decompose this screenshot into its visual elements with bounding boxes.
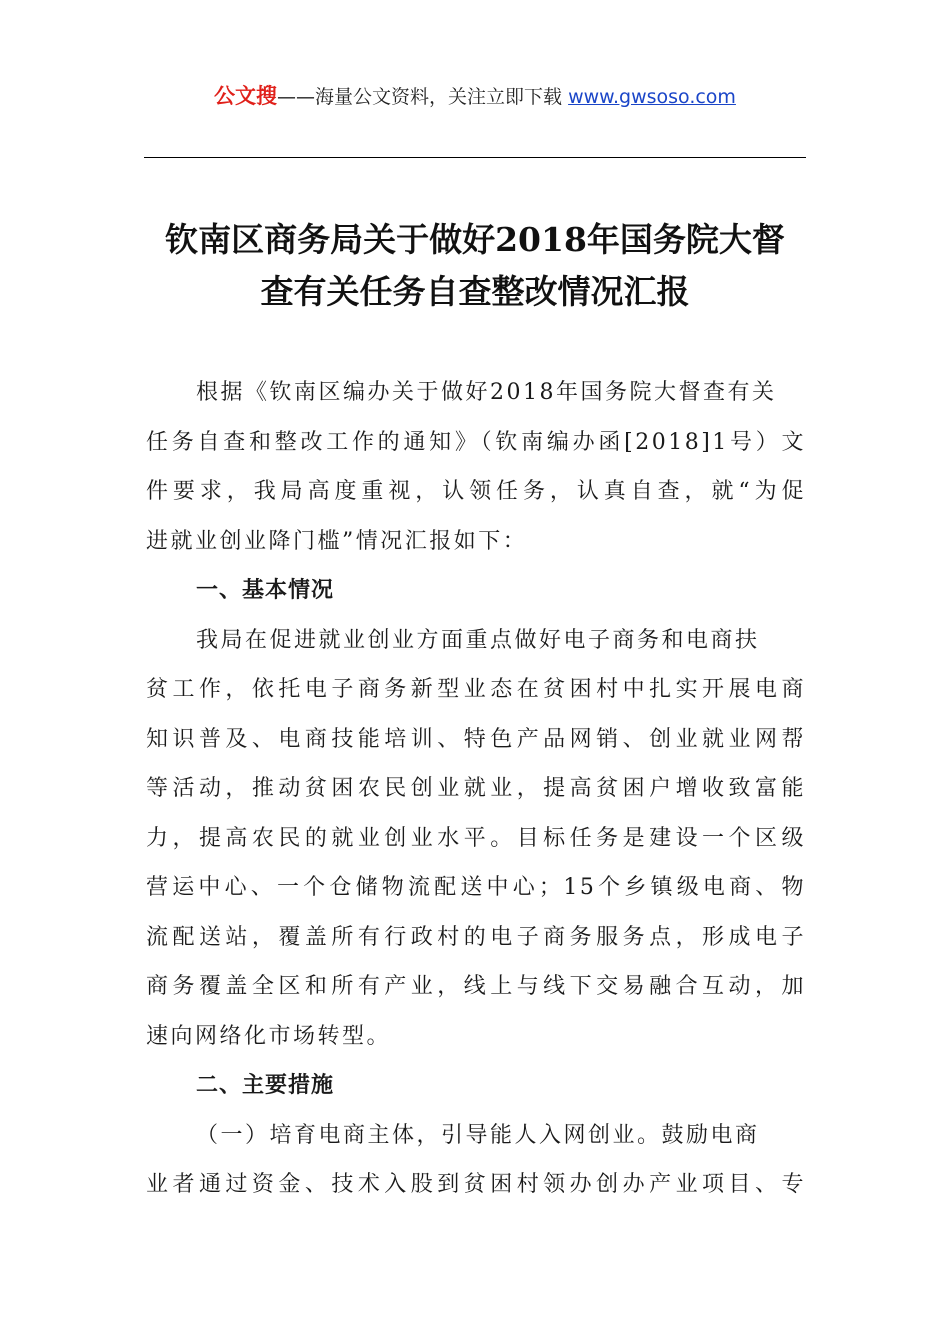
paragraph-line: 知识普及、电商技能培训、特色产品网销、创业就业网帮 [146, 726, 806, 752]
paragraph-line: 流配送站，覆盖所有行政村的电子商务服务点，形成电子 [146, 924, 806, 950]
paragraph-line: 等活动，推动贫困农民创业就业，提高贫困户增收致富能 [146, 776, 806, 801]
section-heading: 二、主要措施 [196, 1073, 335, 1098]
title-line-1: 钦南区商务局关于做好2018年国务院大督 [165, 220, 785, 259]
paragraph-line: 营运中心、一个仓储物流配送中心；15个乡镇级电商、物 [146, 875, 806, 900]
brand-name: 公文搜 [214, 84, 278, 108]
header-divider [144, 157, 806, 158]
paragraph-line: （一）培育电商主体，引导能人入网创业。鼓励电商 [196, 1122, 760, 1148]
document-body [146, 368, 806, 1210]
paragraph-line: 任务自查和整改工作的通知》（钦南编办函[2018]1号）文 [146, 429, 806, 455]
document-title [100, 214, 850, 318]
paragraph-line: 我局在促进就业创业方面重点做好电子商务和电商扶 [196, 627, 760, 653]
paragraph-line: 业者通过资金、技术入股到贫困村领办创办产业项目、专 [146, 1172, 806, 1197]
paragraph-line: 件要求，我局高度重视，认领任务，认真自查，就“为促 [146, 479, 806, 504]
title-line-2: 查有关任务自查整改情况汇报 [260, 272, 690, 311]
site-link[interactable]: www.gwsoso.com [568, 86, 736, 108]
paragraph-line: 贫工作，依托电子商务新型业态在贫困村中扎实开展电商 [146, 677, 806, 702]
site-banner [0, 82, 950, 111]
paragraph-line: 商务覆盖全区和所有产业，线上与线下交易融合互动，加 [146, 974, 806, 999]
paragraph-line: 进就业创业降门槛”情况汇报如下： [146, 528, 528, 554]
paragraph-line: 力，提高农民的就业创业水平。目标任务是建设一个区级 [146, 825, 806, 851]
paragraph-line: 速向网络化市场转型。 [146, 1023, 392, 1049]
banner-tagline: ——海量公文资料，关注立即下载 [277, 86, 563, 108]
section-heading: 一、基本情况 [196, 578, 335, 603]
paragraph-line: 根据《钦南区编办关于做好2018年国务院大督查有关 [196, 380, 777, 405]
